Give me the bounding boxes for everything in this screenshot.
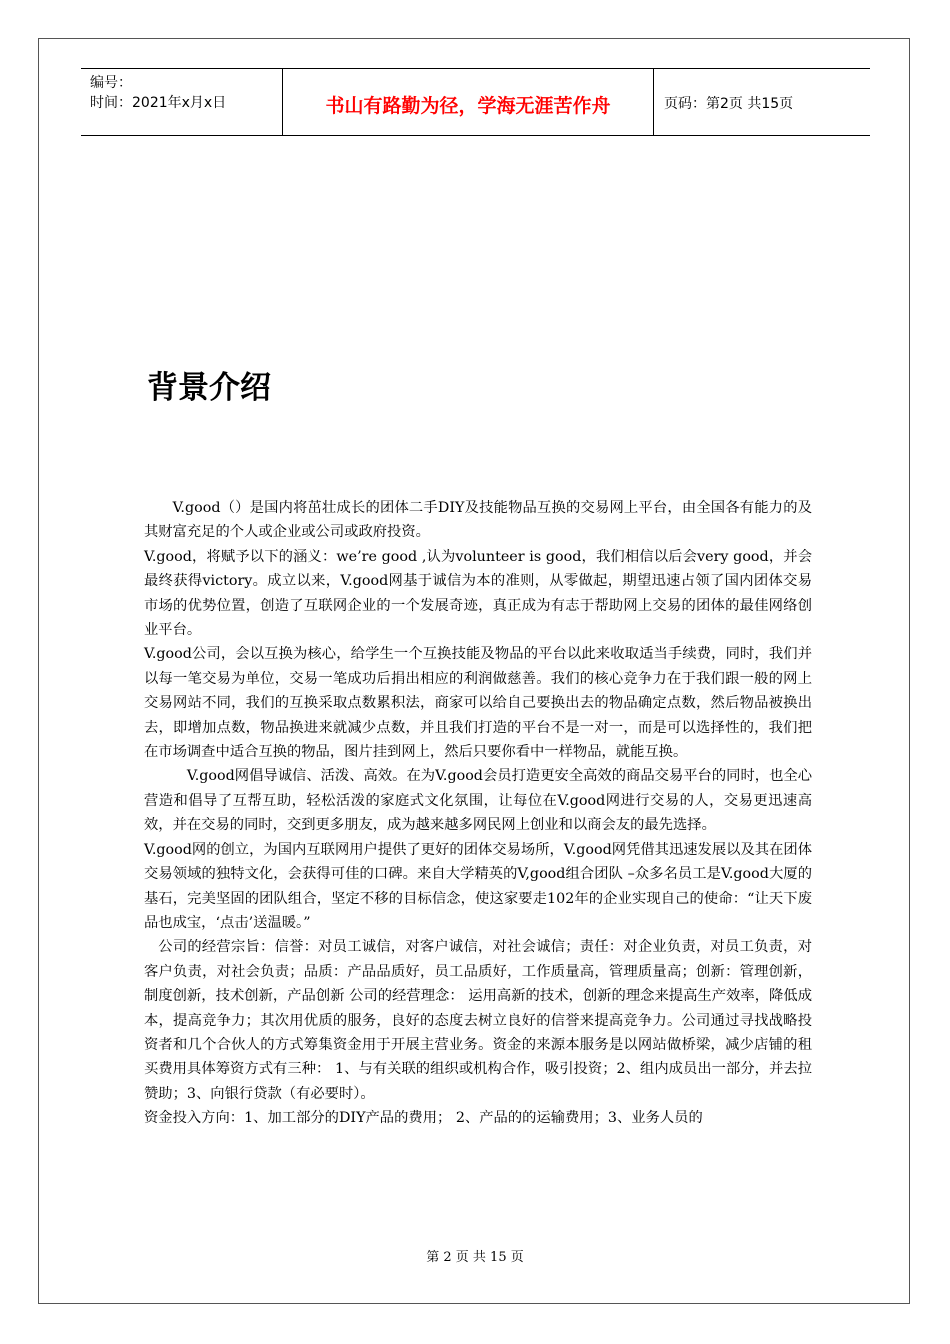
body-text bbox=[144, 496, 812, 1131]
paragraph: V.good（）是国内将茁壮成长的团体二手DIY及技能物品互换的交易网上平台，由全国各有能力的及其财富充足的个人或企业或公司或政府投资。 bbox=[144, 500, 812, 541]
header-page-label: 页码：第2页 共15页 bbox=[664, 96, 794, 112]
header-meta bbox=[81, 69, 283, 135]
header-time-label: 时间：2021年x月x日 bbox=[90, 95, 227, 111]
paragraph: 资金投入方向：1、加工部分的DIY产品的费用； 2、产品的的运输费用；3、业务人员的 bbox=[144, 1110, 703, 1127]
header-motto: 书山有路勤为径，学海无涯苦作舟 bbox=[283, 69, 654, 135]
section-title: 背景介绍 bbox=[147, 370, 271, 406]
paragraph: V.good网倡导诚信、活泼、高效。在为V.good会员打造更安全高效的商品交易平台的同时，也全心营造和倡导了互帮互助，轻松活泼的家庭式文化氛围，让每位在V.good网进行交易的人，交易更迅速高效，并在交易的同时，交到更多朋友，成为越来越多网民网上创业和以商会友的最先选择。 bbox=[144, 768, 812, 834]
paragraph: 公司的经营宗旨：信誉：对员工诚信，对客户诚信，对社会诚信；责任：对企业负责，对员工负责，对客户负责，对社会负责；品质：产品品质好，员工品质好，工作质量高，管理质量高；创新：管理创新，制度创新，技术创新，产品创新 公司的经营理念： 运用高新的技术，创新的理念来提高生产效率，降低成本，提高竞争力；其次用优质的服务，良好的态度去树立良好的信誉来提高竞争力。公司通过寻找战略投资者和几个合伙人的方式筹集资金用于开展主营业务。资金的来源本服务是以网站做桥梁，减少店铺的租买费用具体筹资方式有三种： 1、与有关联的组织或机构合作，吸引投资；2、组内成员出一部分，并去拉赞助；3、向银行贷款（有必要时）。 bbox=[144, 939, 812, 1102]
header-number-label: 编号： bbox=[90, 75, 132, 91]
page-footer: 第 2 页 共 15 页 bbox=[426, 1250, 524, 1265]
paragraph: V.good网的创立，为国内互联网用户提供了更好的团体交易场所，V.good网凭借其迅速发展以及其在团体交易领域的独特文化，会获得可佳的口碑。来自大学精英的V,good组合团队 –众多名员工是V.good大厦的基石，完美坚固的团队组合，坚定不移的目标信念，使这家要走102年的企业实现自己的使命：“让天下废品也成宝，‘点击’送温暖。” bbox=[144, 841, 812, 931]
paragraph: V.good公司，会以互换为核心，给学生一个互换技能及物品的平台以此来收取适当手续费，同时，我们并以每一笔交易为单位，交易一笔成功后捐出相应的利润做慈善。我们的核心竞争力在于我们跟一般的网上交易网站不同，我们的互换采取点数累积法，商家可以给自己要换出去的物品确定点数，然后物品被换出去，即增加点数，物品换进来就减少点数，并且我们打造的平台不是一对一，而是可以选择性的，我们把在市场调查中适合互换的物品，图片挂到网上，然后只要你看中一样物品，就能互换。 bbox=[144, 646, 812, 761]
paragraph: V.good，将赋予以下的涵义：we’re good ,认为volunteer is good，我们相信以后会very good，并会最终获得victory。成立以来，V.good网基于诚信为本的准则，从零做起，期望迅速占领了国内团体交易市场的优势位置，创造了互联网企业的一个发展奇迹，真正成为有志于帮助网上交易的团体的最佳网络创业平台。 bbox=[144, 548, 812, 639]
page-header bbox=[81, 68, 870, 136]
